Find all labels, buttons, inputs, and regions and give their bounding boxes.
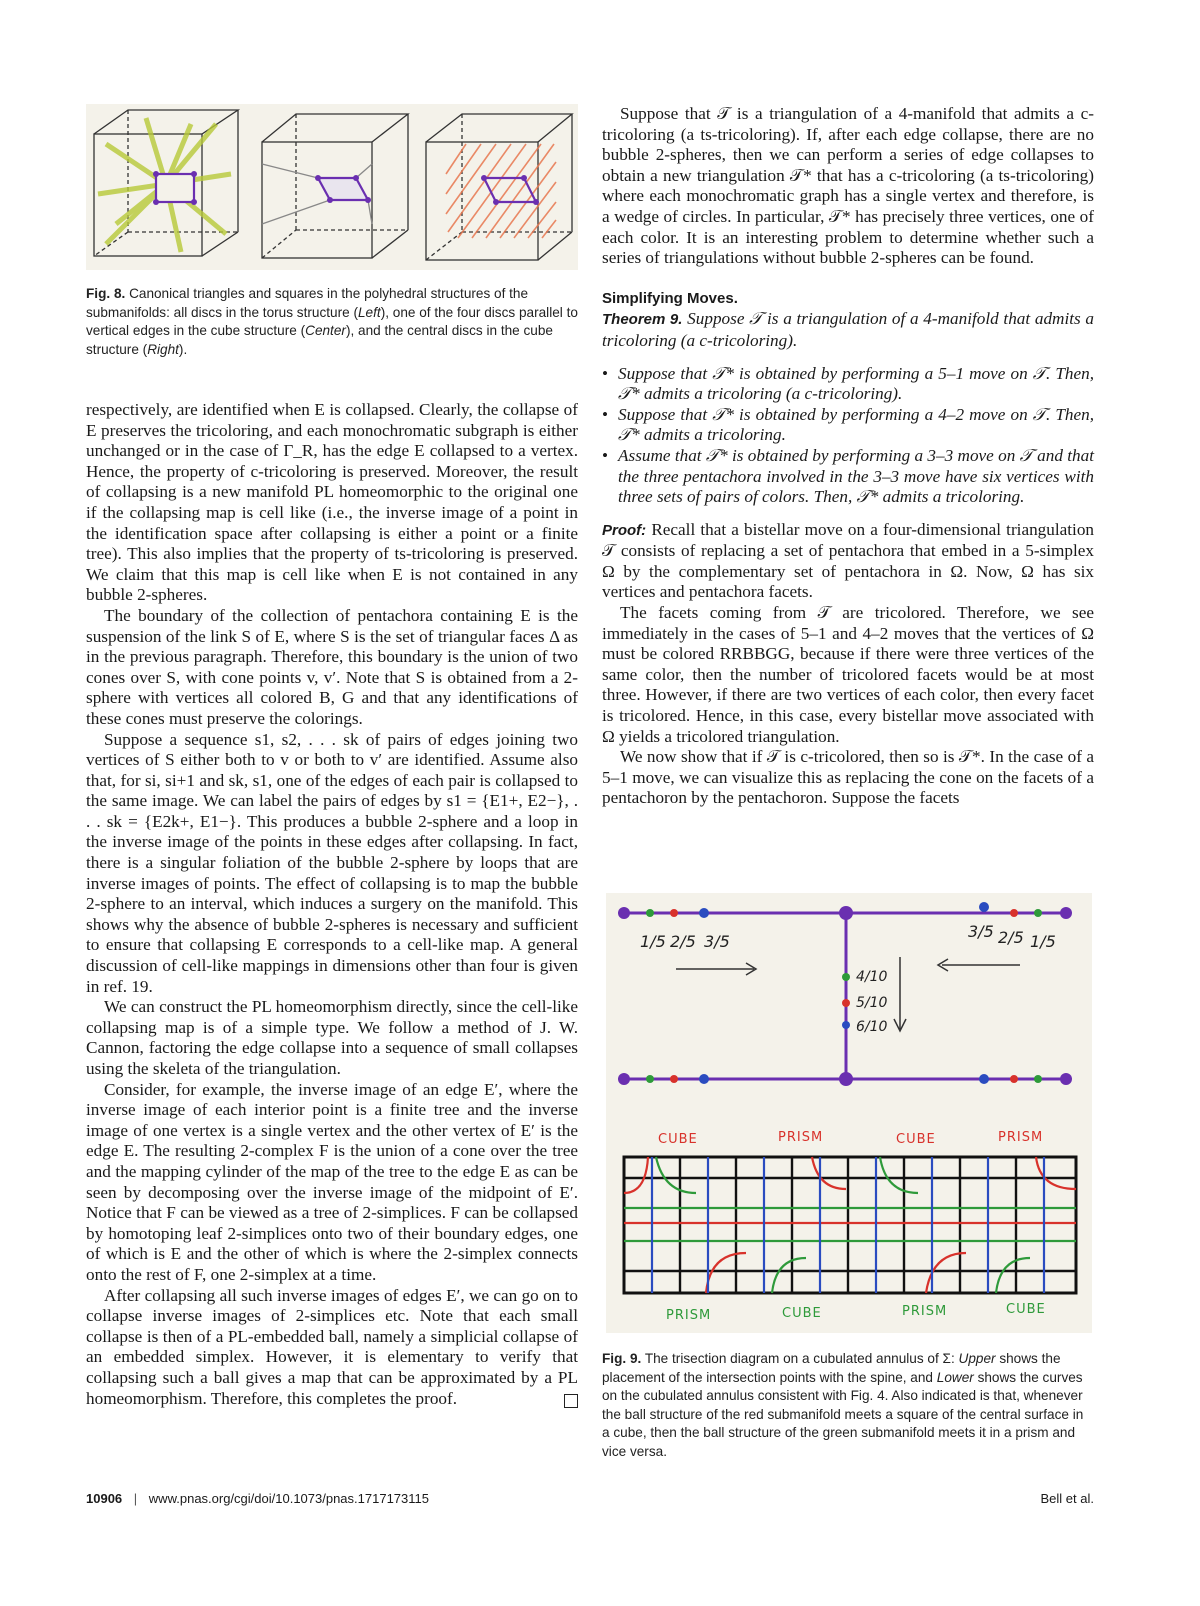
- section-heading: Simplifying Moves.: [602, 289, 738, 307]
- bottom-label: PRISM: [666, 1308, 712, 1323]
- bullet-item: • Suppose that 𝒯* is obtained by performing a 5–1 move on 𝒯. Then, 𝒯* admits a tricoloring (a c-tricoloring).: [602, 364, 1094, 405]
- frac-label: 2/5: [998, 928, 1024, 947]
- frac-label: 6/10: [856, 1019, 888, 1035]
- footer-separator: |: [133, 1491, 138, 1506]
- left-paragraph-5: Consider, for example, the inverse image of an edge E′, where the inverse image of each interior point is a finite tree and the inverse image of one vertex is a single vertex and the other vertex of E′ is the edge E. The resulting 2-complex F is the union of a cone over the tree and the mapping cylinder of the map of the tree to the edge E as can be seen by decomposing over the inverse image of the midpoint of E′. Notice that F can be viewed as a tree of 2-simplices. F can be collapsed by homotoping leaf 2-simplices onto two of their boundary edges, one of which is E and the other of which is where the 2-simplex connects onto the rest of F, one 2-simplex at a time.: [86, 1079, 578, 1284]
- left-paragraph-3: Suppose a sequence s1, s2, . . . sk of pairs of edges joining two vertices of S either both to v or both to v′ are identified. Assume also that, for si, si+1 and sk, s1, one of the edges of each pair is collapsed to the same image. We can label the pairs of edges by s1 = {E1+, E2−}, . . . sk = {E2k+, E1−}. This produces a bubble 2-sphere and a loop in the inverse image of the points in these edges after collapsing. In fact, there is a singular foliation of the bubble 2-sphere by loops that are inverse images of points. The effect of collapsing is to map the bubble 2-sphere to an interval, which induces a surgery on the manifold. This shows why the absence of bubble 2-spheres is necessary and sufficient to ensure that collapsing E corresponds to a cell-like map. A general discussion of cell-like mappings in dimensions other than four is given in ref. 19.: [86, 729, 578, 996]
- theorem-bullets: [602, 364, 1094, 508]
- cube-structure-right: [426, 114, 572, 260]
- annulus-grid: [624, 1157, 1076, 1293]
- frac-label: 2/5: [670, 932, 696, 951]
- proof-paragraph-1: Proof: Recall that a bistellar move on a four-dimensional triangulation 𝒯 consists of replacing a set of pentachora that embed in a 5-simplex Ω by the complementary set of pentachora in Ω. Now, Ω has six vertices and pentachora facets.: [602, 519, 1095, 602]
- right-paragraph-1: Suppose that 𝒯 is a triangulation of a 4-manifold that admits a c-tricoloring (a ts-tricoloring). If, after each edge collapse, there are no bubble 2-spheres, then we can perform a series of edge collapses to obtain a new triangulation 𝒯* that has a c-tricoloring (a ts-tricoloring) where each monochromatic graph has a single vertex and therefore, is a wedge of circles. In particular, 𝒯* has precisely three vertices, one of each color. It is an interesting problem to determine whether such a series of triangulations without bubble 2-spheres can be found.: [602, 104, 1094, 268]
- top-label: CUBE: [896, 1132, 936, 1147]
- figure-8: [86, 104, 578, 270]
- authors: Bell et al.: [1040, 1491, 1094, 1506]
- figure-8-drawing: [86, 104, 578, 270]
- doi-link[interactable]: www.pnas.org/cgi/doi/10.1073/pnas.1717173115: [148, 1491, 429, 1506]
- frac-label: 1/5: [640, 932, 666, 951]
- frac-label: 3/5: [968, 922, 994, 941]
- left-column: [86, 400, 578, 1409]
- bottom-label: PRISM: [902, 1304, 948, 1319]
- bullet-item: • Suppose that 𝒯* is obtained by performing a 4–2 move on 𝒯. Then, 𝒯* admits a tricoloring.: [602, 405, 1094, 446]
- frac-label: 5/10: [856, 995, 888, 1011]
- proof-paragraph-3: We now show that if 𝒯 is c-tricolored, then so is 𝒯*. In the case of a 5–1 move, we can visualize this as replacing the cone on the facets of a pentachoron by the pentachoron. Suppose the facets: [602, 747, 1094, 808]
- figure-8-label: Fig. 8.: [86, 286, 126, 301]
- bottom-label: CUBE: [1006, 1302, 1046, 1317]
- bottom-label: CUBE: [782, 1306, 822, 1321]
- left-paragraph-6: After collapsing all such inverse images of edges E′, we can go on to collapse inverse images of 2-simplices etc. Note that each small collapse is then of a PL-embedded ball, namely a simplicial collapse of an embedded simplex. However, it is elementary to verify that collapsing such a ball gives a map that can be approximated by a PL homeomorphism. Therefore, this completes the proof.: [86, 1285, 578, 1408]
- theorem-label: Theorem 9.: [602, 311, 683, 329]
- cube-structure-center: [262, 114, 408, 258]
- proof-paragraph-2: The facets coming from 𝒯 are tricolored. Therefore, we see immediately in the cases of 5–1 and 4–2 moves that the vertices of Ω must be colored RRBBGG, because if there were three vertices of the same color, then the number of tricolored facets would be at most three. However, if there are two vertices of each color, then every facet is tricolored. Hence, in this case, every bistellar move associated with Ω yields a tricolored triangulation.: [602, 603, 1094, 746]
- page-footer: [86, 1491, 1094, 1506]
- top-label: CUBE: [658, 1132, 698, 1147]
- top-label: PRISM: [998, 1130, 1044, 1145]
- left-paragraph-4: We can construct the PL homeomorphism directly, since the cell-like collapsing map is of a simple type. We follow a method of J. W. Cannon, factoring the edge collapse into a sequence of small collapses using the skeleta of the triangulation.: [86, 997, 578, 1078]
- arrow-icons: [676, 957, 1020, 1031]
- right-column: [602, 104, 1094, 809]
- frac-label: 4/10: [856, 969, 888, 985]
- figure-9-label: Fig. 9.: [602, 1351, 642, 1366]
- frac-label: 3/5: [704, 932, 730, 951]
- top-label: PRISM: [778, 1130, 824, 1145]
- figure-8-caption: Fig. 8. Canonical triangles and squares in the polyhedral structures of the submanifolds: all discs in the torus structure (Left), one of the four discs parallel to vertical edges in the cube structure (Center), and the central discs in the cube structure (Right).: [86, 286, 578, 357]
- figure-9-drawing: [606, 893, 1092, 1333]
- left-paragraph-1: respectively, are identified when E is collapsed. Clearly, the collapse of E preserves the tricoloring, and each monochromatic subgraph is either unchanged or in the case of Γ_R, has the edge E collapsed to a vertex. Hence, the property of c-tricoloring is preserved. Moreover, the result of collapsing is a new manifold PL homeomorphic to the original one if the collapsing map is cell like (i.e., the inverse image of a point in the identification space after collapsing is either a point or a finite tree). This also implies that the property of ts-tricoloring is preserved. We claim that this map is cell like when E is not contained in any bubble 2-spheres.: [86, 400, 578, 605]
- qed-symbol: [564, 1394, 578, 1408]
- proof-label: Proof:: [602, 521, 647, 539]
- figure-9: [606, 893, 1092, 1333]
- figure-9-caption: Fig. 9. The trisection diagram on a cubulated annulus of Σ: Upper shows the placement of the intersection points with the spine, and Lower shows the curves on the cubulated annulus consistent with Fig. 4. Also indicated is that, whenever the ball structure of the red submanifold meets a square of the central surface in a cube, then the ball structure of the green submanifold meets it in a prism and vice versa.: [602, 1351, 1084, 1459]
- left-paragraph-2: The boundary of the collection of pentachora containing E is the suspension of the link S of E, where S is the set of triangular faces Δ as in the previous paragraph. Therefore, this boundary is the union of two cones over S, with cone points v, v′. Note that S is obtained from a 2-sphere with vertices all colored B, G and that any identifications of these cones must preserve the colorings.: [86, 605, 578, 728]
- page-number: 10906: [86, 1491, 123, 1506]
- torus-structure-cube: [94, 110, 238, 256]
- theorem-9: Theorem 9. Suppose 𝒯 is a triangulation of a 4-manifold that admits a tricoloring (a c-tricoloring).: [602, 309, 1095, 350]
- frac-label: 1/5: [1030, 932, 1056, 951]
- bullet-item: • Assume that 𝒯* is obtained by performing a 3–3 move on 𝒯 and that the three pentachora involved in the 3–3 move have six vertices with three sets of pairs of colors. Then, 𝒯* admits a tricoloring.: [602, 446, 1094, 508]
